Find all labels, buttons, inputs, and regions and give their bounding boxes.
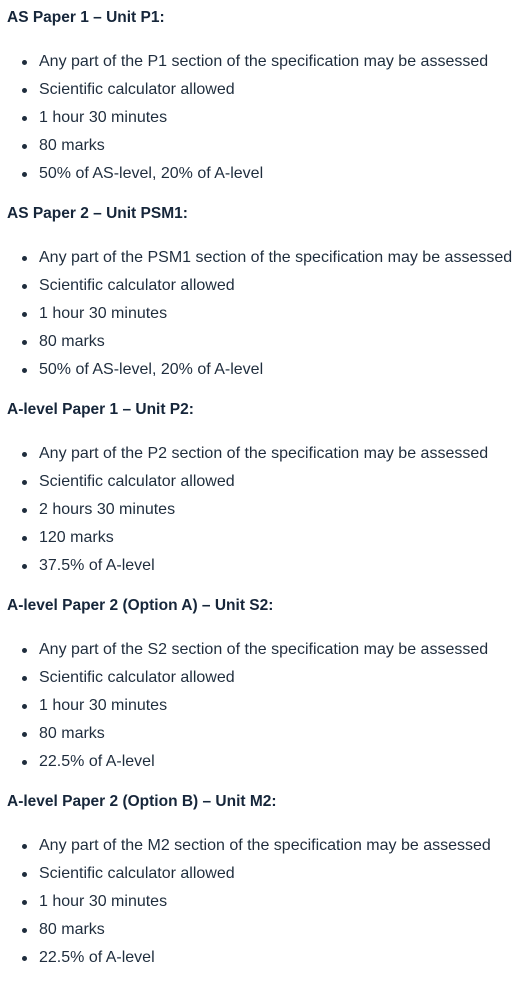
bullet-icon (22, 368, 27, 373)
list-item-text: 120 marks (39, 529, 114, 546)
list-item-text: 37.5% of A-level (39, 557, 155, 574)
bullet-icon (22, 760, 27, 765)
list-item-text: 50% of AS-level, 20% of A-level (39, 165, 264, 182)
bullet-icon (22, 844, 27, 849)
bullet-icon (22, 172, 27, 177)
bullet-icon (22, 564, 27, 569)
bullet-icon (22, 60, 27, 65)
bullet-icon (22, 88, 27, 93)
bullet-icon (22, 704, 27, 709)
section-heading: AS Paper 1 – Unit P1: (7, 9, 165, 26)
bullet-icon (22, 256, 27, 261)
list-item-text: 1 hour 30 minutes (39, 697, 168, 714)
list-item-text: 80 marks (39, 137, 105, 154)
list-item-text: 1 hour 30 minutes (39, 305, 168, 322)
bullet-icon (22, 312, 27, 317)
bullet-icon (22, 900, 27, 905)
list-item-text: Scientific calculator allowed (39, 473, 235, 490)
bullet-icon (22, 536, 27, 541)
bullet-icon (22, 480, 27, 485)
list-item-text: 50% of AS-level, 20% of A-level (39, 361, 264, 378)
section-heading: A-level Paper 2 (Option B) – Unit M2: (7, 793, 277, 810)
list-item-text: Scientific calculator allowed (39, 277, 235, 294)
list-item-text: 80 marks (39, 921, 105, 938)
bullet-icon (22, 452, 27, 457)
bullet-icon (22, 508, 27, 513)
list-item-text: Any part of the M2 section of the specification may be assessed (39, 837, 491, 854)
list-item-text: 22.5% of A-level (39, 949, 155, 966)
list-item-text: 22.5% of A-level (39, 753, 155, 770)
list-item-text: 80 marks (39, 333, 105, 350)
list-item-text: 2 hours 30 minutes (39, 501, 176, 518)
bullet-icon (22, 928, 27, 933)
bullet-icon (22, 144, 27, 149)
bullet-icon (22, 872, 27, 877)
list-item-text: Any part of the S2 section of the specification may be assessed (39, 641, 489, 658)
bullet-icon (22, 648, 27, 653)
section-heading: A-level Paper 2 (Option A) – Unit S2: (7, 597, 274, 614)
bullet-icon (22, 116, 27, 121)
bullet-icon (22, 284, 27, 289)
list-item-text: 1 hour 30 minutes (39, 109, 168, 126)
bullet-icon (22, 956, 27, 961)
list-item-text: Scientific calculator allowed (39, 865, 235, 882)
list-item-text: Any part of the P1 section of the specification may be assessed (39, 53, 489, 70)
list-item-text: Scientific calculator allowed (39, 81, 235, 98)
section-heading: AS Paper 2 – Unit PSM1: (7, 205, 188, 222)
list-item-text: Any part of the PSM1 section of the specification may be assessed (39, 249, 513, 266)
list-item-text: Scientific calculator allowed (39, 669, 235, 686)
bullet-icon (22, 676, 27, 681)
bullet-icon (22, 732, 27, 737)
list-item-text: 80 marks (39, 725, 105, 742)
list-item-text: 1 hour 30 minutes (39, 893, 168, 910)
list-item-text: Any part of the P2 section of the specification may be assessed (39, 445, 489, 462)
section-heading: A-level Paper 1 – Unit P2: (7, 401, 194, 418)
bullet-icon (22, 340, 27, 345)
